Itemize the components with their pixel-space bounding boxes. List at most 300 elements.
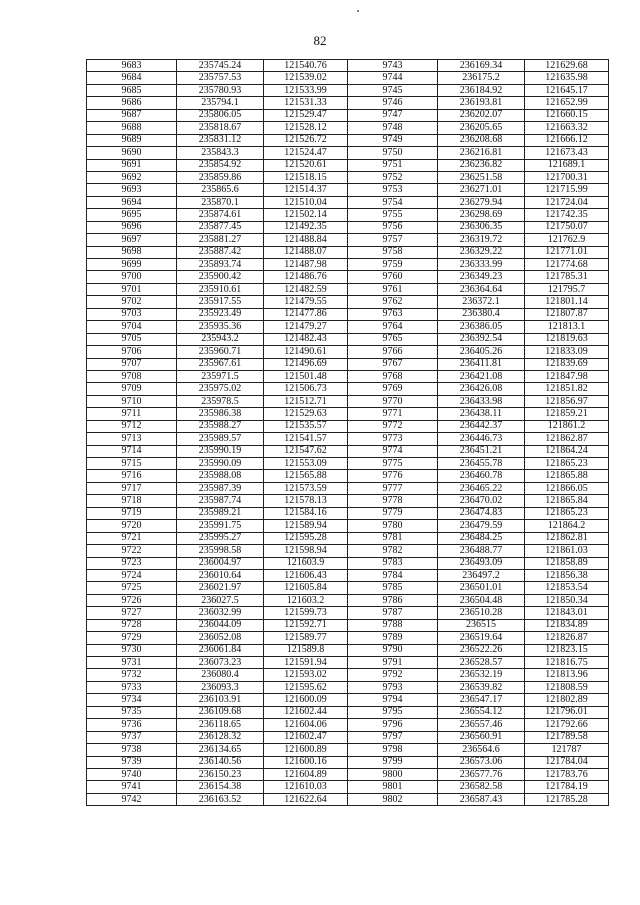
x-coordinate-left-cell: 235806.05 <box>177 109 264 121</box>
point-number-left-cell: 9707 <box>87 358 177 370</box>
x-coordinate-right-cell: 236515 <box>438 619 525 631</box>
y-coordinate-left-cell: 121600.09 <box>264 694 348 706</box>
point-number-left-cell: 9726 <box>87 594 177 606</box>
y-coordinate-left-cell: 121479.55 <box>264 296 348 308</box>
point-number-right-cell: 9743 <box>348 60 438 72</box>
y-coordinate-left-cell: 121518.15 <box>264 171 348 183</box>
x-coordinate-right-cell: 236193.81 <box>438 97 525 109</box>
y-coordinate-left-cell: 121533.99 <box>264 84 348 96</box>
x-coordinate-left-cell: 235870.1 <box>177 196 264 208</box>
x-coordinate-right-cell: 236577.76 <box>438 768 525 780</box>
x-coordinate-left-cell: 235874.61 <box>177 209 264 221</box>
point-number-right-cell: 9795 <box>348 706 438 718</box>
point-number-left-cell: 9715 <box>87 458 177 470</box>
point-number-right-cell: 9774 <box>348 445 438 457</box>
x-coordinate-left-cell: 235943.2 <box>177 333 264 345</box>
y-coordinate-right-cell: 121823.15 <box>525 644 609 656</box>
y-coordinate-left-cell: 121553.09 <box>264 458 348 470</box>
point-number-left-cell: 9688 <box>87 122 177 134</box>
point-number-left-cell: 9710 <box>87 395 177 407</box>
table-row <box>87 520 609 532</box>
x-coordinate-left-cell: 235988.08 <box>177 470 264 482</box>
y-coordinate-right-cell: 121724.04 <box>525 196 609 208</box>
x-coordinate-left-cell: 236140.56 <box>177 756 264 768</box>
x-coordinate-right-cell: 236329.22 <box>438 246 525 258</box>
table-row <box>87 793 609 805</box>
y-coordinate-left-cell: 121512.71 <box>264 395 348 407</box>
y-coordinate-right-cell: 121801.14 <box>525 296 609 308</box>
point-number-left-cell: 9731 <box>87 657 177 669</box>
table-row <box>87 582 609 594</box>
x-coordinate-left-cell: 235831.12 <box>177 134 264 146</box>
point-number-left-cell: 9701 <box>87 283 177 295</box>
x-coordinate-right-cell: 236271.01 <box>438 184 525 196</box>
table-row <box>87 470 609 482</box>
x-coordinate-left-cell: 236103.91 <box>177 694 264 706</box>
point-number-left-cell: 9742 <box>87 793 177 805</box>
point-number-left-cell: 9724 <box>87 569 177 581</box>
point-number-left-cell: 9697 <box>87 234 177 246</box>
x-coordinate-left-cell: 236109.68 <box>177 706 264 718</box>
point-number-right-cell: 9768 <box>348 370 438 382</box>
table-row <box>87 644 609 656</box>
x-coordinate-left-cell: 236154.38 <box>177 781 264 793</box>
point-number-left-cell: 9706 <box>87 346 177 358</box>
point-number-right-cell: 9796 <box>348 719 438 731</box>
x-coordinate-left-cell: 235854.92 <box>177 159 264 171</box>
point-number-left-cell: 9693 <box>87 184 177 196</box>
y-coordinate-left-cell: 121565.88 <box>264 470 348 482</box>
x-coordinate-right-cell: 236251.58 <box>438 171 525 183</box>
y-coordinate-right-cell: 121666.12 <box>525 134 609 146</box>
x-coordinate-left-cell: 235989.21 <box>177 507 264 519</box>
point-number-left-cell: 9684 <box>87 72 177 84</box>
table-row <box>87 184 609 196</box>
x-coordinate-left-cell: 236093.3 <box>177 681 264 693</box>
y-coordinate-right-cell: 121785.28 <box>525 793 609 805</box>
x-coordinate-right-cell: 236446.73 <box>438 433 525 445</box>
x-coordinate-right-cell: 236582.58 <box>438 781 525 793</box>
x-coordinate-right-cell: 236411.81 <box>438 358 525 370</box>
table-row <box>87 433 609 445</box>
x-coordinate-left-cell: 235990.19 <box>177 445 264 457</box>
y-coordinate-right-cell: 121839.69 <box>525 358 609 370</box>
point-number-right-cell: 9757 <box>348 234 438 246</box>
table-row <box>87 545 609 557</box>
table-row <box>87 122 609 134</box>
y-coordinate-left-cell: 121603.2 <box>264 594 348 606</box>
point-number-left-cell: 9687 <box>87 109 177 121</box>
x-coordinate-left-cell: 236010.64 <box>177 569 264 581</box>
y-coordinate-right-cell: 121850.34 <box>525 594 609 606</box>
y-coordinate-left-cell: 121526.72 <box>264 134 348 146</box>
x-coordinate-left-cell: 235745.24 <box>177 60 264 72</box>
y-coordinate-right-cell: 121774.68 <box>525 259 609 271</box>
y-coordinate-left-cell: 121592.71 <box>264 619 348 631</box>
point-number-right-cell: 9793 <box>348 681 438 693</box>
point-number-right-cell: 9798 <box>348 744 438 756</box>
x-coordinate-right-cell: 236216.81 <box>438 147 525 159</box>
y-coordinate-right-cell: 121715.99 <box>525 184 609 196</box>
x-coordinate-right-cell: 236532.19 <box>438 669 525 681</box>
x-coordinate-right-cell: 236539.82 <box>438 681 525 693</box>
y-coordinate-right-cell: 121865.23 <box>525 458 609 470</box>
table-row <box>87 171 609 183</box>
point-number-left-cell: 9723 <box>87 557 177 569</box>
y-coordinate-left-cell: 121595.62 <box>264 681 348 693</box>
x-coordinate-right-cell: 236560.91 <box>438 731 525 743</box>
point-number-left-cell: 9700 <box>87 271 177 283</box>
x-coordinate-right-cell: 236433.98 <box>438 395 525 407</box>
y-coordinate-right-cell: 121862.81 <box>525 532 609 544</box>
table-row <box>87 209 609 221</box>
table-row <box>87 681 609 693</box>
x-coordinate-left-cell: 236044.09 <box>177 619 264 631</box>
x-coordinate-right-cell: 236426.08 <box>438 383 525 395</box>
y-coordinate-left-cell: 121540.76 <box>264 60 348 72</box>
table-row <box>87 221 609 233</box>
x-coordinate-left-cell: 235910.61 <box>177 283 264 295</box>
point-number-left-cell: 9708 <box>87 370 177 382</box>
point-number-right-cell: 9788 <box>348 619 438 631</box>
point-number-left-cell: 9725 <box>87 582 177 594</box>
x-coordinate-left-cell: 236073.23 <box>177 657 264 669</box>
x-coordinate-right-cell: 236392.54 <box>438 333 525 345</box>
x-coordinate-right-cell: 236497.2 <box>438 569 525 581</box>
page-number: 82 <box>313 33 327 48</box>
y-coordinate-right-cell: 121783.76 <box>525 768 609 780</box>
point-number-right-cell: 9750 <box>348 147 438 159</box>
point-number-right-cell: 9765 <box>348 333 438 345</box>
point-number-left-cell: 9692 <box>87 171 177 183</box>
point-number-left-cell: 9718 <box>87 495 177 507</box>
point-number-left-cell: 9690 <box>87 147 177 159</box>
y-coordinate-right-cell: 121861.03 <box>525 545 609 557</box>
y-coordinate-left-cell: 121599.73 <box>264 607 348 619</box>
x-coordinate-right-cell: 236504.48 <box>438 594 525 606</box>
table-row <box>87 283 609 295</box>
y-coordinate-left-cell: 121589.77 <box>264 632 348 644</box>
x-coordinate-right-cell: 236484.25 <box>438 532 525 544</box>
y-coordinate-right-cell: 121802.89 <box>525 694 609 706</box>
table-row <box>87 271 609 283</box>
point-number-left-cell: 9719 <box>87 507 177 519</box>
x-coordinate-left-cell: 235843.3 <box>177 147 264 159</box>
y-coordinate-left-cell: 121529.47 <box>264 109 348 121</box>
table-row <box>87 569 609 581</box>
point-number-right-cell: 9756 <box>348 221 438 233</box>
y-coordinate-right-cell: 121819.63 <box>525 333 609 345</box>
point-number-left-cell: 9713 <box>87 433 177 445</box>
y-coordinate-left-cell: 121541.57 <box>264 433 348 445</box>
y-coordinate-right-cell: 121645.17 <box>525 84 609 96</box>
x-coordinate-left-cell: 235794.1 <box>177 97 264 109</box>
y-coordinate-left-cell: 121529.63 <box>264 408 348 420</box>
point-number-right-cell: 9789 <box>348 632 438 644</box>
point-number-right-cell: 9758 <box>348 246 438 258</box>
table-row <box>87 781 609 793</box>
point-number-left-cell: 9728 <box>87 619 177 631</box>
x-coordinate-right-cell: 236474.83 <box>438 507 525 519</box>
x-coordinate-right-cell: 236479.59 <box>438 520 525 532</box>
table-row <box>87 731 609 743</box>
point-number-right-cell: 9767 <box>348 358 438 370</box>
point-number-right-cell: 9760 <box>348 271 438 283</box>
point-number-left-cell: 9727 <box>87 607 177 619</box>
x-coordinate-right-cell: 236236.82 <box>438 159 525 171</box>
y-coordinate-right-cell: 121833.09 <box>525 346 609 358</box>
y-coordinate-right-cell: 121700.31 <box>525 171 609 183</box>
point-number-right-cell: 9780 <box>348 520 438 532</box>
table-row <box>87 259 609 271</box>
y-coordinate-left-cell: 121482.43 <box>264 333 348 345</box>
table-row <box>87 159 609 171</box>
table-row <box>87 60 609 72</box>
x-coordinate-left-cell: 235990.09 <box>177 458 264 470</box>
x-coordinate-right-cell: 236557.46 <box>438 719 525 731</box>
x-coordinate-right-cell: 236554.12 <box>438 706 525 718</box>
x-coordinate-left-cell: 235757.53 <box>177 72 264 84</box>
x-coordinate-right-cell: 236573.06 <box>438 756 525 768</box>
y-coordinate-left-cell: 121589.8 <box>264 644 348 656</box>
y-coordinate-left-cell: 121603.9 <box>264 557 348 569</box>
x-coordinate-right-cell: 236587.43 <box>438 793 525 805</box>
point-number-right-cell: 9775 <box>348 458 438 470</box>
point-number-right-cell: 9776 <box>348 470 438 482</box>
x-coordinate-right-cell: 236333.99 <box>438 259 525 271</box>
point-number-right-cell: 9800 <box>348 768 438 780</box>
x-coordinate-left-cell: 236032.99 <box>177 607 264 619</box>
table-row <box>87 72 609 84</box>
point-number-right-cell: 9790 <box>348 644 438 656</box>
point-number-right-cell: 9762 <box>348 296 438 308</box>
point-number-right-cell: 9799 <box>348 756 438 768</box>
point-number-right-cell: 9748 <box>348 122 438 134</box>
y-coordinate-right-cell: 121816.75 <box>525 657 609 669</box>
point-number-right-cell: 9752 <box>348 171 438 183</box>
point-number-left-cell: 9689 <box>87 134 177 146</box>
point-number-left-cell: 9740 <box>87 768 177 780</box>
point-number-left-cell: 9694 <box>87 196 177 208</box>
table-row <box>87 632 609 644</box>
point-number-right-cell: 9792 <box>348 669 438 681</box>
x-coordinate-right-cell: 236298.69 <box>438 209 525 221</box>
x-coordinate-right-cell: 236522.26 <box>438 644 525 656</box>
x-coordinate-left-cell: 235995.27 <box>177 532 264 544</box>
point-number-left-cell: 9721 <box>87 532 177 544</box>
y-coordinate-right-cell: 121762.9 <box>525 234 609 246</box>
y-coordinate-right-cell: 121856.38 <box>525 569 609 581</box>
x-coordinate-left-cell: 236150.23 <box>177 768 264 780</box>
y-coordinate-right-cell: 121689.1 <box>525 159 609 171</box>
x-coordinate-left-cell: 235971.5 <box>177 370 264 382</box>
point-number-right-cell: 9759 <box>348 259 438 271</box>
table-row <box>87 594 609 606</box>
point-number-left-cell: 9695 <box>87 209 177 221</box>
point-number-right-cell: 9773 <box>348 433 438 445</box>
scan-speck <box>357 10 359 12</box>
y-coordinate-left-cell: 121486.76 <box>264 271 348 283</box>
y-coordinate-left-cell: 121604.06 <box>264 719 348 731</box>
y-coordinate-right-cell: 121862.87 <box>525 433 609 445</box>
point-number-right-cell: 9764 <box>348 321 438 333</box>
point-number-right-cell: 9747 <box>348 109 438 121</box>
point-number-left-cell: 9734 <box>87 694 177 706</box>
x-coordinate-right-cell: 236421.08 <box>438 370 525 382</box>
y-coordinate-right-cell: 121785.31 <box>525 271 609 283</box>
point-number-right-cell: 9779 <box>348 507 438 519</box>
y-coordinate-right-cell: 121847.98 <box>525 370 609 382</box>
point-number-right-cell: 9771 <box>348 408 438 420</box>
y-coordinate-left-cell: 121531.33 <box>264 97 348 109</box>
table-row <box>87 495 609 507</box>
point-number-right-cell: 9753 <box>348 184 438 196</box>
x-coordinate-right-cell: 236380.4 <box>438 308 525 320</box>
point-number-right-cell: 9778 <box>348 495 438 507</box>
x-coordinate-left-cell: 235988.27 <box>177 420 264 432</box>
x-coordinate-right-cell: 236372.1 <box>438 296 525 308</box>
y-coordinate-right-cell: 121787 <box>525 744 609 756</box>
x-coordinate-right-cell: 236306.35 <box>438 221 525 233</box>
y-coordinate-right-cell: 121784.19 <box>525 781 609 793</box>
x-coordinate-left-cell: 235998.58 <box>177 545 264 557</box>
table-row <box>87 97 609 109</box>
point-number-right-cell: 9772 <box>348 420 438 432</box>
y-coordinate-right-cell: 121851.82 <box>525 383 609 395</box>
y-coordinate-right-cell: 121660.15 <box>525 109 609 121</box>
table-row <box>87 296 609 308</box>
table-row <box>87 532 609 544</box>
y-coordinate-right-cell: 121808.59 <box>525 681 609 693</box>
table-row <box>87 744 609 756</box>
x-coordinate-left-cell: 235987.39 <box>177 482 264 494</box>
y-coordinate-left-cell: 121606.43 <box>264 569 348 581</box>
y-coordinate-left-cell: 121598.94 <box>264 545 348 557</box>
table-row <box>87 507 609 519</box>
x-coordinate-right-cell: 236519.64 <box>438 632 525 644</box>
x-coordinate-right-cell: 236202.07 <box>438 109 525 121</box>
x-coordinate-right-cell: 236175.2 <box>438 72 525 84</box>
y-coordinate-right-cell: 121795.7 <box>525 283 609 295</box>
point-number-left-cell: 9696 <box>87 221 177 233</box>
table-row <box>87 719 609 731</box>
table-row <box>87 420 609 432</box>
x-coordinate-left-cell: 236004.97 <box>177 557 264 569</box>
table-row <box>87 147 609 159</box>
table-row <box>87 84 609 96</box>
y-coordinate-left-cell: 121479.27 <box>264 321 348 333</box>
y-coordinate-right-cell: 121853.54 <box>525 582 609 594</box>
table-row <box>87 607 609 619</box>
point-number-left-cell: 9722 <box>87 545 177 557</box>
y-coordinate-left-cell: 121496.69 <box>264 358 348 370</box>
table-row <box>87 657 609 669</box>
table-row <box>87 768 609 780</box>
x-coordinate-right-cell: 236510.28 <box>438 607 525 619</box>
y-coordinate-left-cell: 121487.98 <box>264 259 348 271</box>
point-number-right-cell: 9791 <box>348 657 438 669</box>
point-number-right-cell: 9770 <box>348 395 438 407</box>
y-coordinate-left-cell: 121589.94 <box>264 520 348 532</box>
x-coordinate-left-cell: 236163.52 <box>177 793 264 805</box>
table-row <box>87 383 609 395</box>
point-number-left-cell: 9702 <box>87 296 177 308</box>
y-coordinate-left-cell: 121488.07 <box>264 246 348 258</box>
y-coordinate-right-cell: 121813.96 <box>525 669 609 681</box>
point-number-left-cell: 9705 <box>87 333 177 345</box>
coordinates-table-body <box>87 60 609 806</box>
y-coordinate-left-cell: 121578.13 <box>264 495 348 507</box>
x-coordinate-left-cell: 235975.02 <box>177 383 264 395</box>
point-number-left-cell: 9733 <box>87 681 177 693</box>
table-row <box>87 134 609 146</box>
x-coordinate-left-cell: 235917.55 <box>177 296 264 308</box>
point-number-right-cell: 9749 <box>348 134 438 146</box>
table-row <box>87 706 609 718</box>
x-coordinate-right-cell: 236386.05 <box>438 321 525 333</box>
x-coordinate-left-cell: 235923.49 <box>177 308 264 320</box>
point-number-right-cell: 9746 <box>348 97 438 109</box>
x-coordinate-left-cell: 235967.61 <box>177 358 264 370</box>
x-coordinate-left-cell: 235877.45 <box>177 221 264 233</box>
y-coordinate-left-cell: 121514.37 <box>264 184 348 196</box>
y-coordinate-left-cell: 121604.89 <box>264 768 348 780</box>
y-coordinate-right-cell: 121792.66 <box>525 719 609 731</box>
y-coordinate-left-cell: 121524.47 <box>264 147 348 159</box>
y-coordinate-left-cell: 121492.35 <box>264 221 348 233</box>
table-row <box>87 482 609 494</box>
y-coordinate-right-cell: 121858.89 <box>525 557 609 569</box>
x-coordinate-right-cell: 236184.92 <box>438 84 525 96</box>
point-number-left-cell: 9736 <box>87 719 177 731</box>
y-coordinate-left-cell: 121600.89 <box>264 744 348 756</box>
point-number-left-cell: 9703 <box>87 308 177 320</box>
table-row <box>87 557 609 569</box>
table-row <box>87 370 609 382</box>
y-coordinate-left-cell: 121605.84 <box>264 582 348 594</box>
point-number-left-cell: 9712 <box>87 420 177 432</box>
x-coordinate-right-cell: 236465.22 <box>438 482 525 494</box>
point-number-right-cell: 9755 <box>348 209 438 221</box>
y-coordinate-right-cell: 121796.01 <box>525 706 609 718</box>
y-coordinate-left-cell: 121573.59 <box>264 482 348 494</box>
y-coordinate-left-cell: 121610.03 <box>264 781 348 793</box>
x-coordinate-left-cell: 235991.75 <box>177 520 264 532</box>
y-coordinate-right-cell: 121813.1 <box>525 321 609 333</box>
x-coordinate-left-cell: 236118.65 <box>177 719 264 731</box>
point-number-left-cell: 9709 <box>87 383 177 395</box>
y-coordinate-left-cell: 121490.61 <box>264 346 348 358</box>
x-coordinate-right-cell: 236442.37 <box>438 420 525 432</box>
x-coordinate-right-cell: 236528.57 <box>438 657 525 669</box>
y-coordinate-left-cell: 121506.73 <box>264 383 348 395</box>
y-coordinate-left-cell: 121535.57 <box>264 420 348 432</box>
y-coordinate-right-cell: 121861.2 <box>525 420 609 432</box>
point-number-right-cell: 9781 <box>348 532 438 544</box>
table-row <box>87 321 609 333</box>
table-row <box>87 358 609 370</box>
point-number-right-cell: 9763 <box>348 308 438 320</box>
x-coordinate-left-cell: 236061.84 <box>177 644 264 656</box>
y-coordinate-left-cell: 121591.94 <box>264 657 348 669</box>
table-row <box>87 458 609 470</box>
x-coordinate-right-cell: 236470.02 <box>438 495 525 507</box>
point-number-right-cell: 9787 <box>348 607 438 619</box>
x-coordinate-right-cell: 236319.72 <box>438 234 525 246</box>
table-row <box>87 395 609 407</box>
y-coordinate-left-cell: 121584.16 <box>264 507 348 519</box>
table-row <box>87 756 609 768</box>
